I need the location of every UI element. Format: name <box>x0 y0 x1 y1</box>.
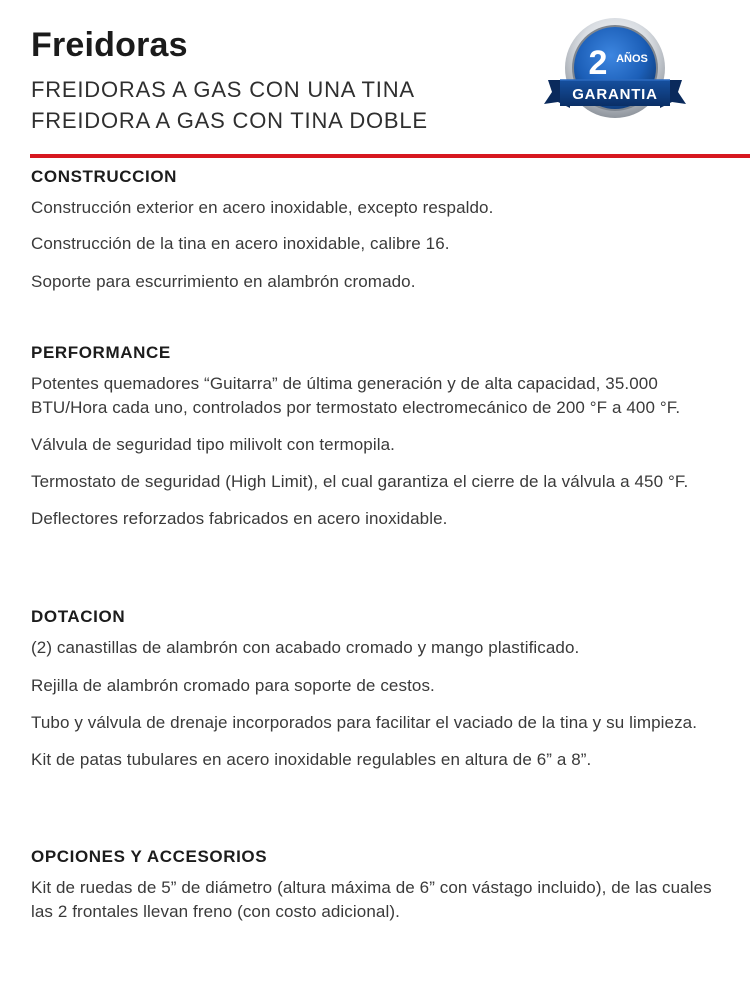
section-paragraph: Kit de patas tubulares en acero inoxidable regulables en altura de 6” a 8”. <box>31 750 592 769</box>
section-performance <box>31 342 731 531</box>
section-dotacion <box>31 606 697 772</box>
section-title: PERFORMANCE <box>31 343 171 362</box>
section-paragraph: Potentes quemadores “Guitarra” de última generación y de alta capacidad, 35.000 BTU/Hora cada uno, controlados por termostato electromecánico de 200 °F a 400 °F. <box>31 374 681 417</box>
badge-label: GARANTIA <box>572 86 658 103</box>
section-paragraph: Válvula de seguridad tipo milivolt con termopila. <box>31 435 395 454</box>
section-paragraph: Rejilla de alambrón cromado para soporte de cestos. <box>31 676 435 695</box>
section-paragraph: Construcción de la tina en acero inoxidable, calibre 16. <box>31 234 450 253</box>
section-paragraph: Termostato de seguridad (High Limit), el cual garantiza el cierre de la válvula a 450 °F. <box>31 472 689 491</box>
warranty-badge-icon <box>540 12 690 132</box>
page-title: Freidoras <box>31 26 188 64</box>
section-paragraph: Soporte para escurrimiento en alambrón cromado. <box>31 272 416 291</box>
section-paragraph: Kit de ruedas de 5” de diámetro (altura máxima de 6” con vástago incluido), de las cuales las 2 frontales llevan freno (con costo adicional). <box>31 878 712 921</box>
section-paragraph: (2) canastillas de alambrón con acabado cromado y mango plastificado. <box>31 638 580 657</box>
section-paragraph: Deflectores reforzados fabricados en acero inoxidable. <box>31 509 448 528</box>
section-title: OPCIONES Y ACCESORIOS <box>31 847 268 866</box>
badge-unit: AÑOS <box>616 53 648 65</box>
section-opciones-y-accesorios <box>31 846 731 924</box>
page-header <box>0 0 750 160</box>
section-paragraph: Tubo y válvula de drenaje incorporados para facilitar el vaciado de la tina y su limpieza. <box>31 713 698 732</box>
red-divider <box>30 154 750 158</box>
subtitle-line-2: FREIDORA A GAS CON TINA DOBLE <box>31 108 428 133</box>
section-construccion <box>31 166 493 294</box>
badge-number: 2 <box>588 44 608 82</box>
section-paragraph: Construcción exterior en acero inoxidable, excepto respaldo. <box>31 198 494 217</box>
section-title: CONSTRUCCION <box>31 167 178 186</box>
section-title: DOTACION <box>31 607 126 626</box>
subtitle-line-1: FREIDORAS A GAS CON UNA TINA <box>31 77 415 102</box>
